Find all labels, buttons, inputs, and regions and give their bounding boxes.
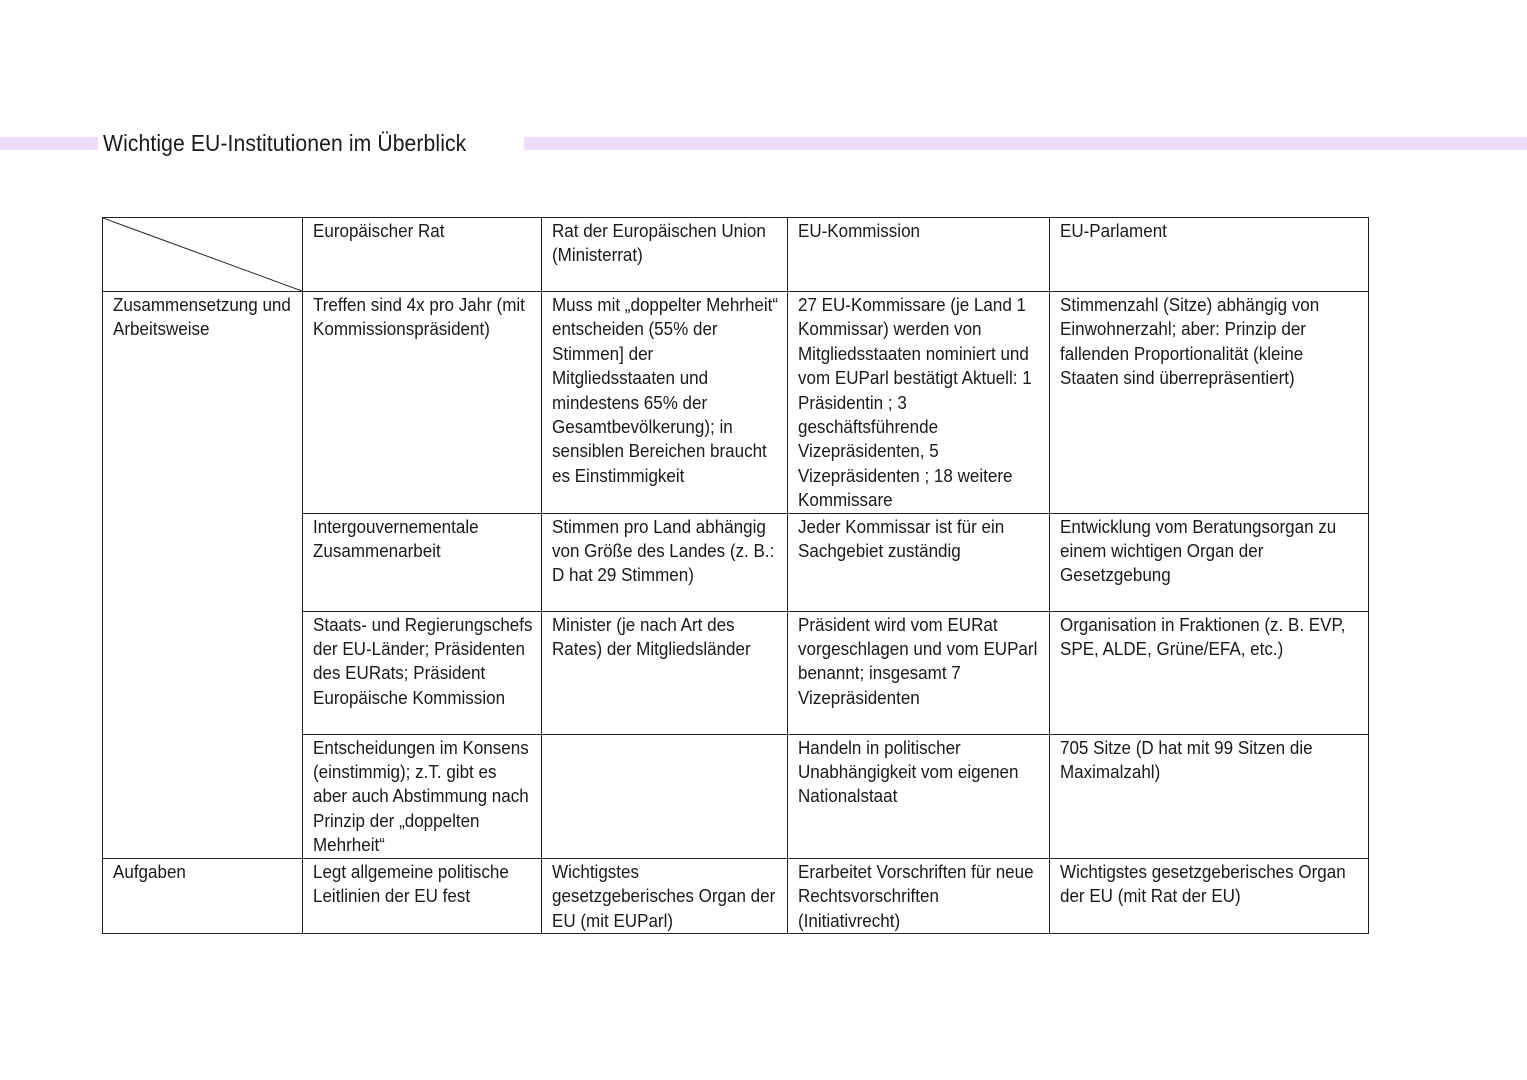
title-band-right: [524, 137, 1527, 150]
table-cell: Stimmen pro Land abhängig von Größe des Landes (z. B.: D hat 29 Stimmen): [542, 513, 788, 611]
table-cell: Legt allgemeine politische Leitlinien der EU fest: [303, 858, 542, 933]
row-label-zusammensetzung: Zusammensetzung und Arbeitsweise: [103, 292, 303, 859]
table-row: [103, 858, 1369, 933]
table-cell: Entwicklung vom Beratungsorgan zu einem wichtigen Organ der Gesetzgebung: [1050, 513, 1369, 611]
page-title: Wichtige EU-Institutionen im Überblick: [103, 130, 467, 156]
table-cell-empty: [542, 734, 788, 858]
table-cell: 27 EU-Kommissare (je Land 1 Kommissar) werden von Mitgliedsstaaten nominiert und vom EUParl bestätigt Aktuell: 1 Präsidentin ; 3 geschäftsführende Vizepräsidenten, 5 Vizepräsidenten ; 18 weitere Kommissare: [788, 292, 1050, 514]
table-cell: Wichtigstes gesetzgeberisches Organ der EU (mit EUParl): [542, 858, 788, 933]
column-header-eu-kommission: EU-Kommission: [788, 218, 1050, 292]
table-cell: Minister (je nach Art des Rates) der Mitgliedsländer: [542, 611, 788, 734]
row-label-aufgaben: Aufgaben: [103, 858, 303, 933]
table-cell: Treffen sind 4x pro Jahr (mit Kommissionspräsident): [303, 292, 542, 514]
table-cell: Stimmenzahl (Sitze) abhängig von Einwohnerzahl; aber: Prinzip der fallenden Proportionalität (kleine Staaten sind überrepräsentiert): [1050, 292, 1369, 514]
table-cell: Handeln in politischer Unabhängigkeit vom eigenen Nationalstaat: [788, 734, 1050, 858]
table-cell: Wichtigstes gesetzgeberisches Organ der EU (mit Rat der EU): [1050, 858, 1369, 933]
table-cell: Organisation in Fraktionen (z. B. EVP, SPE, ALDE, Grüne/EFA, etc.): [1050, 611, 1369, 734]
table-row: [103, 292, 1369, 514]
column-header-europaeischer-rat: Europäischer Rat: [303, 218, 542, 292]
table-header-row: [103, 218, 1369, 292]
table-cell: Muss mit „doppelter Mehrheit“ entscheiden (55% der Stimmen] der Mitgliedsstaaten und mindestens 65% der Gesamtbevölkerung); in sensiblen Bereichen braucht es Einstimmigkeit: [542, 292, 788, 514]
column-header-eu-parlament: EU-Parlament: [1050, 218, 1369, 292]
table-cell: Intergouvernementale Zusammenarbeit: [303, 513, 542, 611]
table-cell: Jeder Kommissar ist für ein Sachgebiet zuständig: [788, 513, 1050, 611]
corner-diagonal-cell: [103, 218, 303, 292]
diagonal-line: [103, 218, 302, 291]
table-cell: Präsident wird vom EURat vorgeschlagen und vom EUParl benannt; insgesamt 7 Vizepräsidenten: [788, 611, 1050, 734]
eu-institutions-table: [102, 217, 1369, 934]
table-cell: Entscheidungen im Konsens (einstimmig); z.T. gibt es aber auch Abstimmung nach Prinzip der „doppelten Mehrheit“: [303, 734, 542, 858]
title-band-left: [0, 137, 98, 150]
table-cell: Staats- und Regierungschefs der EU-Länder; Präsidenten des EURats; Präsident Europäische Kommission: [303, 611, 542, 734]
table-cell: Erarbeitet Vorschriften für neue Rechtsvorschriften (Initiativrecht): [788, 858, 1050, 933]
column-header-rat-der-eu: Rat der Europäischen Union (Ministerrat): [542, 218, 788, 292]
table-cell: 705 Sitze (D hat mit 99 Sitzen die Maximalzahl): [1050, 734, 1369, 858]
